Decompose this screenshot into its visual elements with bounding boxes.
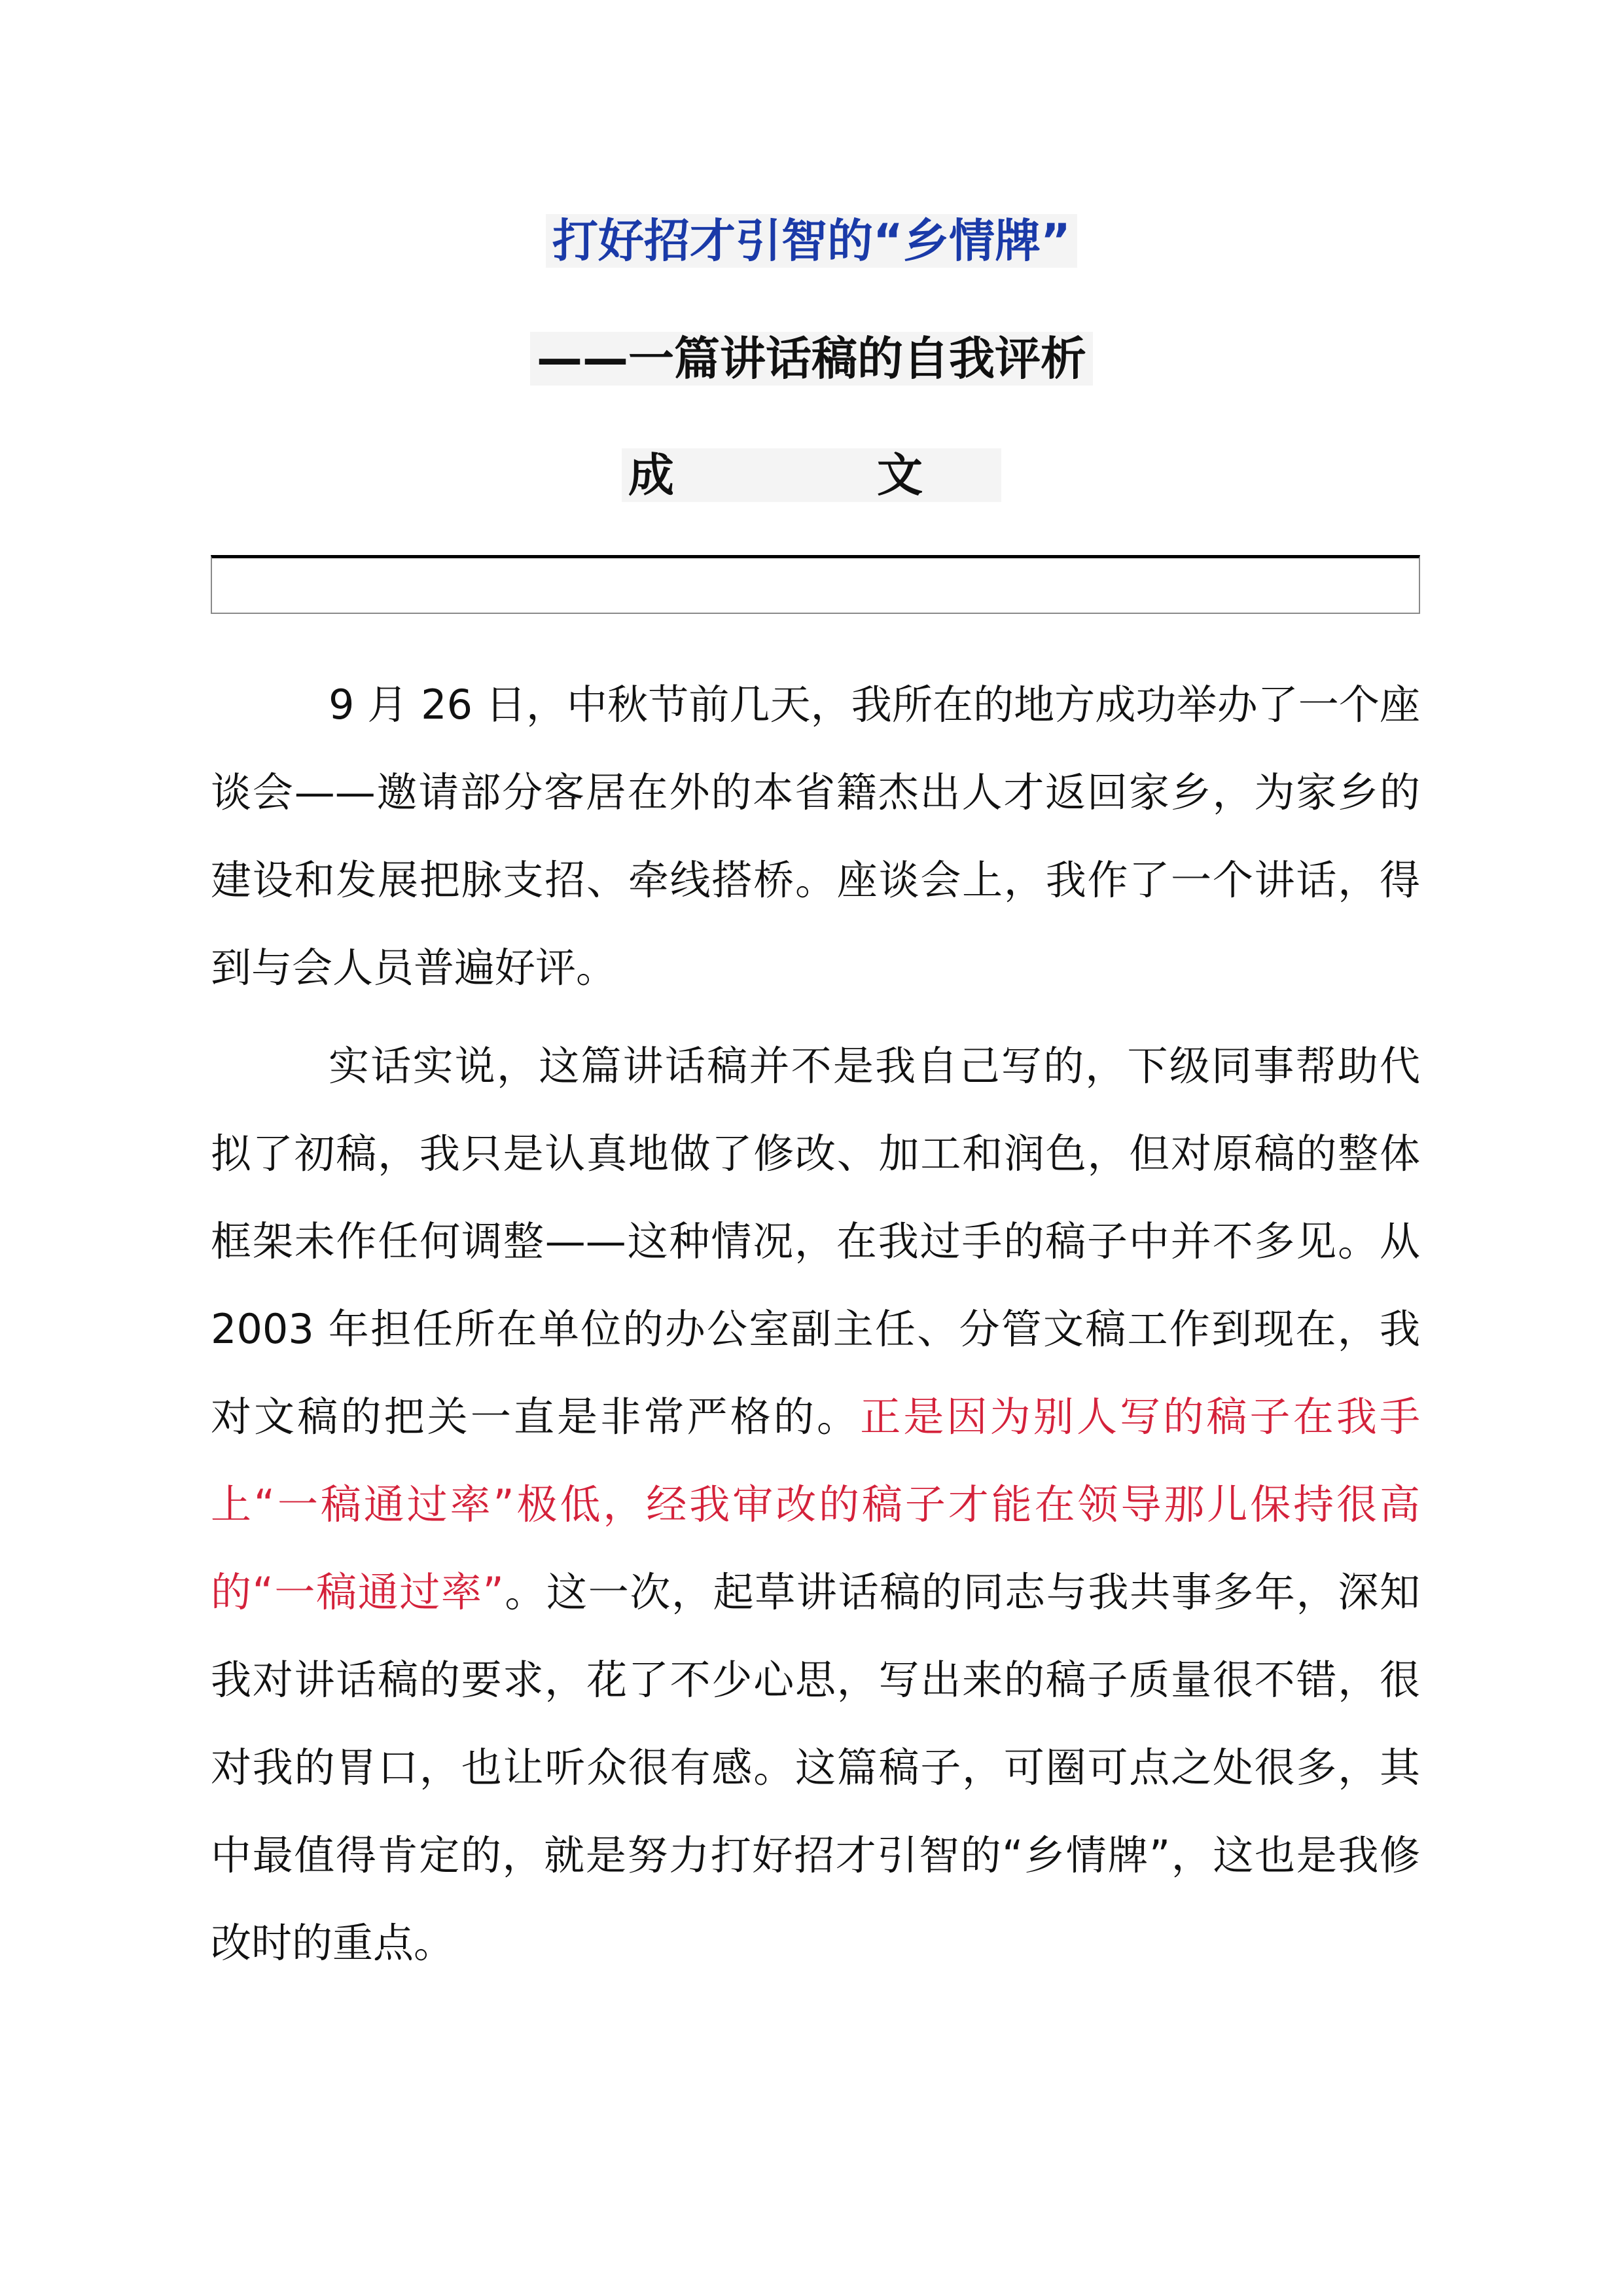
document-subtitle-text: ——一篇讲话稿的自我评析 bbox=[530, 332, 1093, 386]
document-subtitle bbox=[0, 326, 1623, 391]
document-author bbox=[0, 442, 1623, 508]
document-author-text: 成 文 bbox=[622, 448, 1001, 502]
paragraph-2-text-before: 实话实说，这篇讲话稿并不是我自己写的，下级同事帮助代拟了初稿，我只是认真地做了修改、加工和润色，但对原稿的整体框架未作任何调整——这种情况，在我过手的稿子中并不多见。从 2003 年担任所在单位的办公室副主任、分管文稿工作到现在，我对文稿的把关一直是非常严格的。 bbox=[211, 1042, 1420, 1441]
document-title bbox=[0, 208, 1623, 274]
paragraph-1: 9 月 26 日，中秋节前几天，我所在的地方成功举办了一个座谈会——邀请部分客居在外的本省籍杰出人才返回家乡，为家乡的建设和发展把脉支招、牵线搭桥。座谈会上，我作了一个讲话，得到与会人员普遍好评。 bbox=[211, 681, 1420, 992]
paragraph-2 bbox=[211, 1022, 1420, 1987]
document-title-text: 打好招才引智的“乡情牌” bbox=[546, 214, 1077, 268]
paragraph-2-highlight: 正是因为别人写的稿子在我手上“一稿通过率”极低，经我审改的稿子才能在领导那儿保持很高的“一稿通过率” bbox=[211, 1393, 1420, 1616]
title-divider-box bbox=[211, 555, 1420, 614]
paragraph-2-text-after: 。这一次，起草讲话稿的同志与我共事多年，深知我对讲话稿的要求，花了不少心思，写出来的稿子质量很不错，很对我的胃口，也让听众很有感。这篇稿子，可圈可点之处很多，其中最值得肯定的，就是努力打好招才引智的“乡情牌”，这也是我修改时的重点。 bbox=[211, 1568, 1420, 1967]
